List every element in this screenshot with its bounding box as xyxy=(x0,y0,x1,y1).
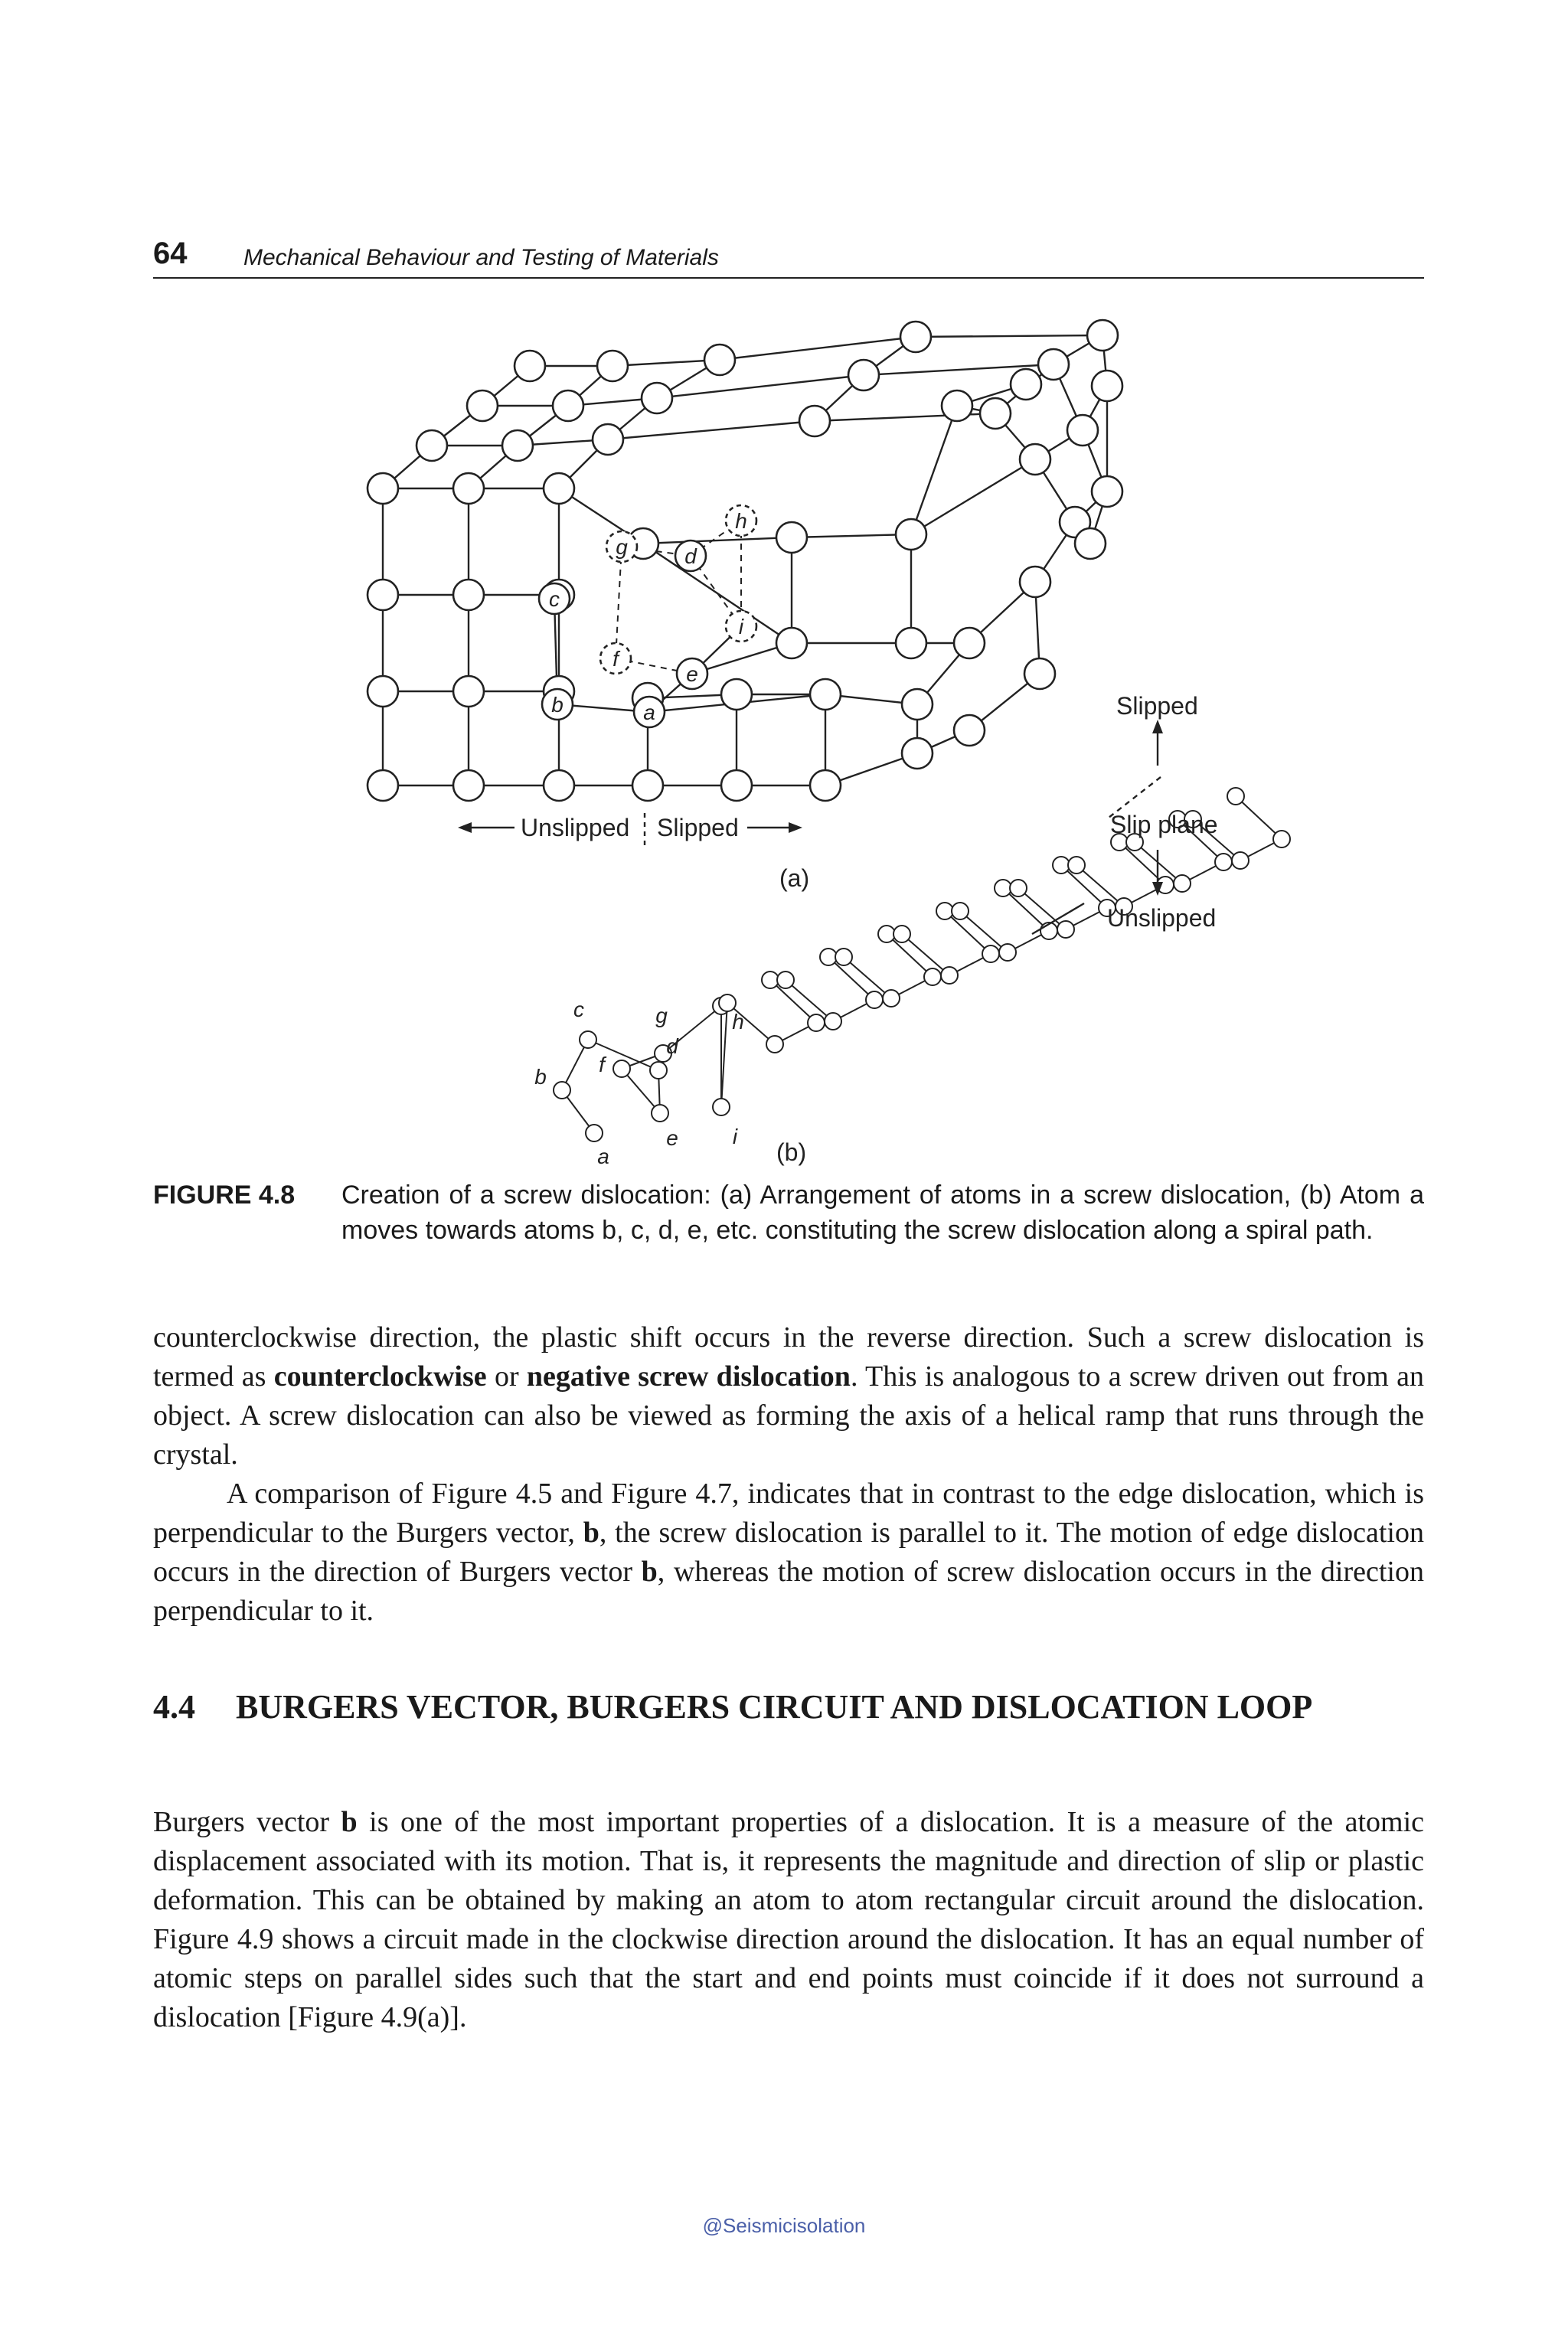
atom-u2 xyxy=(896,519,926,550)
label-slip-plane: Slip plane xyxy=(1110,811,1218,838)
atom-f03 xyxy=(368,770,398,801)
spiral-atom-28 xyxy=(995,880,1011,896)
bond-line xyxy=(911,406,957,534)
atom-t32 xyxy=(900,322,931,352)
p2-bold-b-1: b xyxy=(583,1517,599,1549)
section-number: 4.4 xyxy=(153,1688,195,1726)
atom-t00 xyxy=(416,430,447,461)
label-unslipped-right: Unslipped xyxy=(1107,904,1217,932)
spiral-atom-33 xyxy=(1068,857,1085,874)
spiral-atom-42 xyxy=(1232,852,1249,869)
p2-text-c: , the screw dislocation is parallel to it. The motion of edge dislocation occurs in the direction of Burgers vector xyxy=(153,1517,1424,1588)
spiral-bond xyxy=(721,1003,727,1107)
spiral-atom-29 xyxy=(1010,880,1027,896)
p2-text-a: A comparison of Figure 4.5 and Figure 4.7, indicates that in contrast to the edge dislocation, which is perpendicular to the Burgers vector, xyxy=(153,1478,1424,1549)
spiral-atom-8 xyxy=(713,1099,730,1115)
spiral-atom-12 xyxy=(762,972,779,988)
label-panel-a: (a) xyxy=(779,864,810,892)
spiral-atom-32 xyxy=(1053,857,1070,874)
atom-t12 xyxy=(597,351,628,381)
atom-f00 xyxy=(368,473,398,504)
spiral-label-c: c xyxy=(573,998,584,1021)
caption-text: Creation of a screw dislocation: (a) Arrangement of atoms in a screw dislocation, (b) Atom a moves towards atoms b, c, d, e, etc. constituting the screw dislocation along a spiral path. xyxy=(341,1181,1424,1245)
atom-f23 xyxy=(544,770,574,801)
spiral-label-e: e xyxy=(666,1126,678,1150)
paragraph-3 xyxy=(153,1803,1424,2037)
spiral-atom-3 xyxy=(650,1062,667,1079)
atom-t40 xyxy=(980,398,1011,429)
bond-line xyxy=(720,337,916,360)
spiral-atom-10 xyxy=(766,1036,783,1053)
atom-t21 xyxy=(642,383,672,413)
atom-r7 xyxy=(954,628,985,658)
spiral-label-b: b xyxy=(534,1065,547,1089)
spiral-atom-15 xyxy=(866,991,883,1008)
spiral-atom-5 xyxy=(613,1060,630,1077)
atom-t22 xyxy=(704,345,735,375)
running-title: Mechanical Behaviour and Testing of Materials xyxy=(243,245,719,270)
atom-label-a: a xyxy=(643,700,655,724)
atom-t31 xyxy=(848,360,879,390)
spiral-atom-9 xyxy=(719,994,736,1011)
p2-bold-b-2: b xyxy=(641,1556,658,1588)
atom-t01 xyxy=(467,390,498,421)
atom-f43 xyxy=(721,770,752,801)
spiral-label-g: g xyxy=(655,1004,668,1027)
paragraph-2 xyxy=(153,1474,1424,1631)
paragraph-1 xyxy=(153,1318,1424,1474)
p1-text-d: . This is analogous to a screw driven out from an object. A screw dislocation can also be viewed as forming the axis of a helical ramp that runs through the crystal. xyxy=(153,1360,1424,1471)
spiral-atom-24 xyxy=(936,903,953,919)
spiral-atom-1 xyxy=(554,1082,570,1099)
spiral-atom-17 xyxy=(835,949,852,965)
atom-t10 xyxy=(502,430,533,461)
atom-r5 xyxy=(1075,528,1106,559)
atom-f01 xyxy=(368,580,398,610)
screw-dislocation-diagram xyxy=(0,291,1568,1179)
p1-text-a: counterclockwise direction, the plastic shift occurs in the reverse direction. Such a screw dislocation is termed as xyxy=(153,1321,1424,1393)
spiral-label-d: d xyxy=(666,1034,678,1058)
p2-text-d: , whereas the motion of screw dislocation occurs in the direction perpendicular to it. xyxy=(153,1556,1424,1627)
p1-bold-counterclockwise: counterclockwise xyxy=(273,1360,487,1393)
p3-text-a: Burgers vector xyxy=(153,1806,341,1838)
spiral-atom-44 xyxy=(1227,788,1244,805)
atom-r6 xyxy=(1020,567,1050,597)
spiral-atom-22 xyxy=(941,967,958,984)
atom-label-d: d xyxy=(684,544,697,568)
atom-u1 xyxy=(776,522,807,553)
atom-r2 xyxy=(1092,371,1122,401)
label-slipped-top: Slipped xyxy=(1116,692,1198,720)
bond-line xyxy=(916,335,1102,337)
bond-line xyxy=(911,459,1035,534)
spiral-atom-43 xyxy=(1273,831,1290,847)
section-title: BURGERS VECTOR, BURGERS CIRCUIT AND DISLOCATION LOOP xyxy=(236,1688,1313,1726)
spiral-atom-21 xyxy=(893,926,910,942)
spiral-atom-20 xyxy=(878,926,895,942)
atom-t11 xyxy=(553,390,583,421)
atom-t50 xyxy=(942,390,972,421)
atom-t02 xyxy=(514,351,545,381)
atom-f42 xyxy=(721,679,752,710)
atom-f33 xyxy=(632,770,663,801)
atom-t51 xyxy=(1011,369,1041,400)
spiral-atom-4 xyxy=(652,1105,668,1122)
label-unslipped-bottom: Unslipped xyxy=(521,814,630,841)
spiral-atom-30 xyxy=(1057,921,1074,938)
atom-u3 xyxy=(776,628,807,658)
bond-line xyxy=(643,537,792,544)
atom-t42 xyxy=(1087,320,1118,351)
spiral-atom-25 xyxy=(952,903,969,919)
spiral-atom-2 xyxy=(580,1031,596,1048)
atom-f53 xyxy=(810,770,841,801)
atom-f52 xyxy=(810,679,841,710)
atom-r8 xyxy=(902,689,933,720)
spiral-atom-13 xyxy=(777,972,794,988)
bond-line xyxy=(608,421,815,439)
atom-f20 xyxy=(544,473,574,504)
spiral-label-i: i xyxy=(732,1125,738,1148)
caption-label: FIGURE 4.8 xyxy=(153,1181,296,1210)
atom-label-g: g xyxy=(616,535,628,559)
spiral-label-h: h xyxy=(732,1010,744,1034)
watermark: @Seismicisolation xyxy=(702,2214,866,2237)
figure-4-8 xyxy=(0,291,1568,1179)
spiral-label-a: a xyxy=(597,1145,609,1168)
atom-label-b: b xyxy=(551,693,564,717)
atom-f02 xyxy=(368,676,398,707)
atom-t20 xyxy=(593,424,623,455)
atom-label-c: c xyxy=(549,587,560,611)
label-panel-b: (b) xyxy=(776,1138,807,1166)
atom-f12 xyxy=(453,676,484,707)
atom-r0 xyxy=(1020,444,1050,475)
p1-bold-negative-screw: negative screw dislocation xyxy=(526,1360,851,1393)
spiral-atom-38 xyxy=(1174,875,1191,892)
atom-label-i: i xyxy=(738,615,744,638)
p1-text-c: or xyxy=(486,1360,527,1393)
spiral-atom-26 xyxy=(999,944,1016,961)
atom-r1 xyxy=(1067,415,1098,446)
label-slipped-bottom: Slipped xyxy=(657,814,739,841)
spiral-atom-11 xyxy=(808,1014,825,1031)
atom-r9 xyxy=(1024,658,1055,689)
dashed-bond-line xyxy=(616,547,622,658)
atom-label-f: f xyxy=(612,647,619,671)
spiral-label-f: f xyxy=(599,1053,605,1076)
atom-t30 xyxy=(799,406,830,436)
spiral-atom-14 xyxy=(825,1013,841,1030)
atom-f10 xyxy=(453,473,484,504)
bond-line xyxy=(792,534,911,537)
atom-label-h: h xyxy=(735,509,747,533)
atom-f13 xyxy=(453,770,484,801)
page-header xyxy=(153,237,1424,279)
spiral-atom-16 xyxy=(820,949,837,965)
spiral-atom-23 xyxy=(982,945,999,962)
page-number: 64 xyxy=(153,237,188,270)
atom-f11 xyxy=(453,580,484,610)
atom-r10 xyxy=(954,715,985,746)
spiral-atom-0 xyxy=(586,1125,603,1141)
atom-r4 xyxy=(1092,476,1122,507)
p3-text-c: is one of the most important properties of a dislocation. It is a measure of the atomic displacement associated with its motion. That is, it represents the magnitude and direction of slip or plastic deformation. This can be obtained by making an atom to atom rectangular circuit around the dislocation. Figure 4.9 shows a circuit made in the clockwise direction around the dislocation. It has an equal number of atomic steps on parallel sides such that the start and end points must coincide if it does not surround a dislocation [Figure 4.9(a)]. xyxy=(153,1806,1424,2033)
p3-bold-b: b xyxy=(341,1806,358,1838)
atom-label-e: e xyxy=(686,662,698,686)
atom-u4 xyxy=(896,628,926,658)
atom-r11 xyxy=(902,738,933,769)
spiral-atom-19 xyxy=(924,968,941,985)
atom-t41 xyxy=(1038,349,1069,380)
spiral-bond xyxy=(1236,796,1282,839)
spiral-atom-18 xyxy=(883,990,900,1007)
spiral-atom-39 xyxy=(1215,854,1232,870)
